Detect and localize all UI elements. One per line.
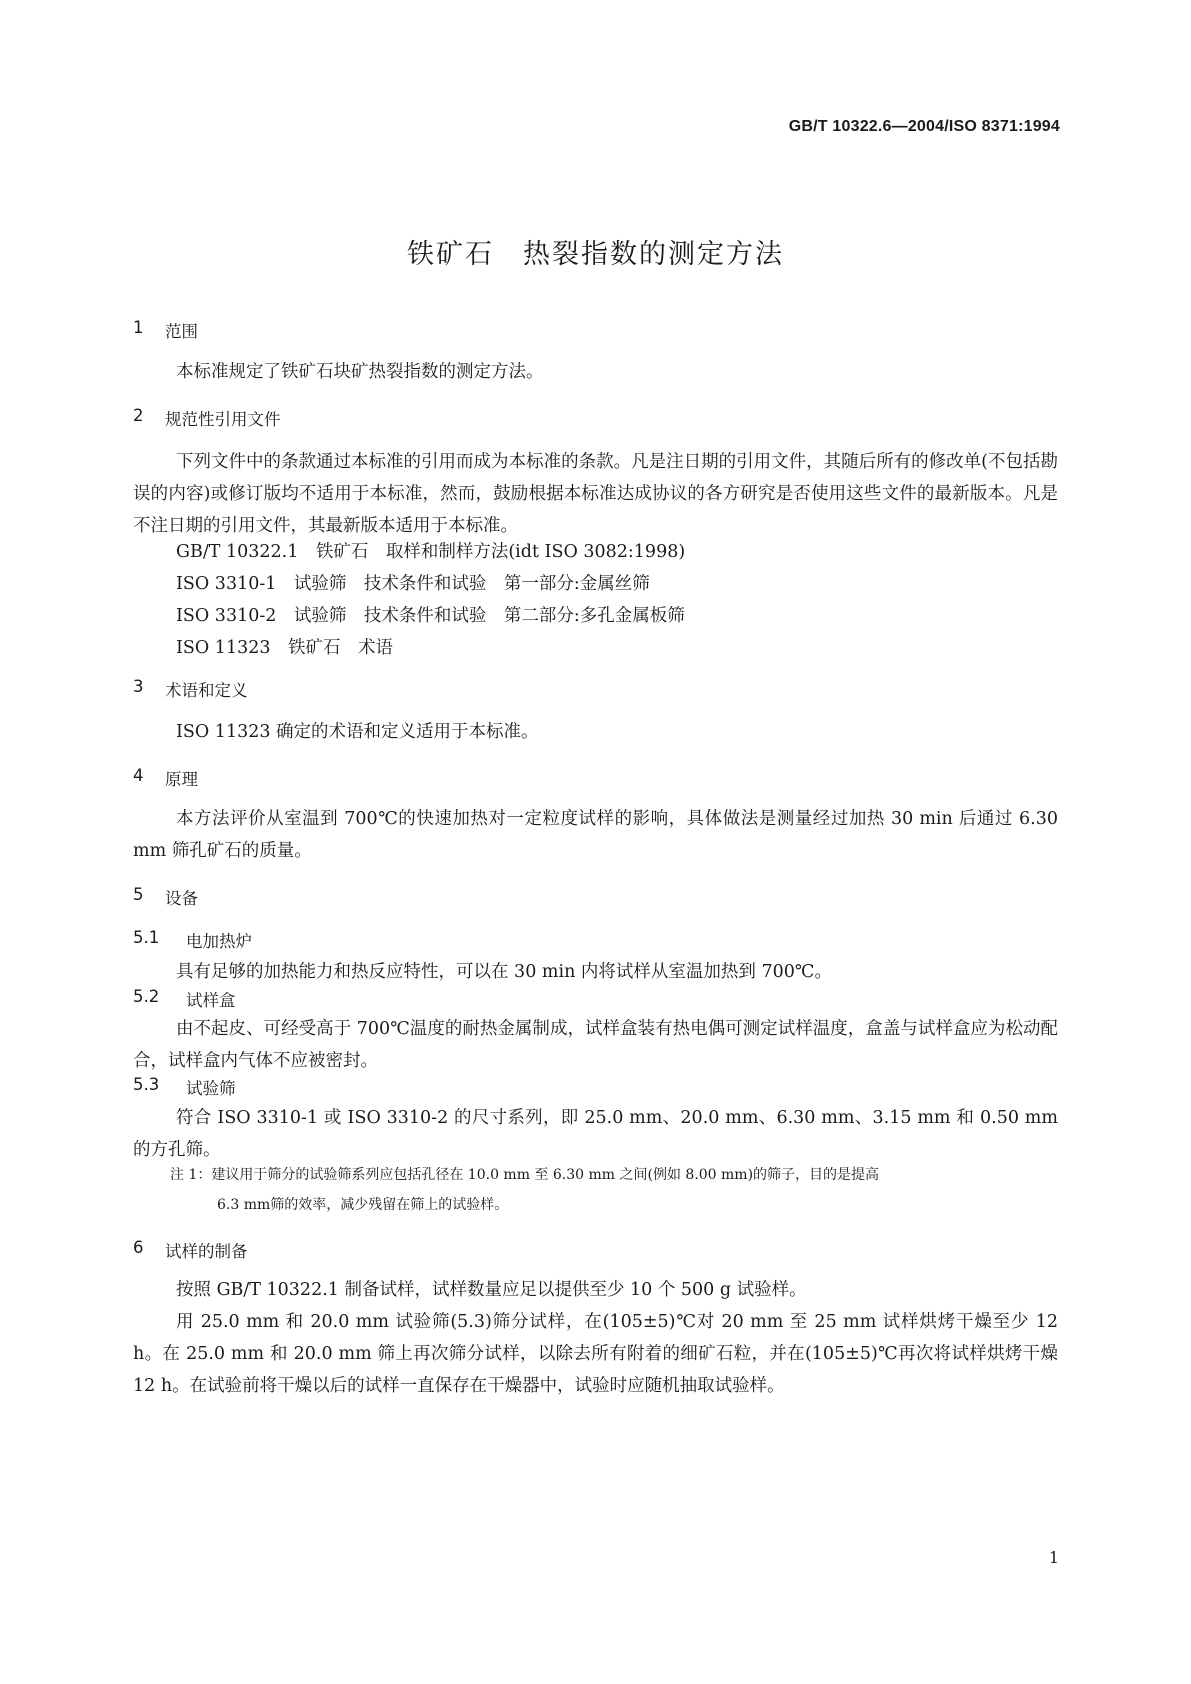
- section-title: 范围: [165, 322, 198, 341]
- section-title: 设备: [165, 889, 198, 908]
- section-number: 5: [133, 885, 144, 904]
- standard-code: GB/T 10322.6—2004/ISO 8371:1994: [788, 118, 1060, 135]
- subsection-5-1-text: 具有足够的加热能力和热反应特性，可以在 30 min 内将试样从室温加热到 700℃。: [176, 962, 832, 982]
- section-title: 原理: [165, 770, 198, 789]
- subsection-title: 试验筛: [186, 1079, 236, 1098]
- section-number: 2: [133, 406, 144, 425]
- note-line: 注 1：建议用于筛分的试验筛系列应包括孔径在 10.0 mm 至 6.30 mm 之间(例如 8.00 mm)的筛子，目的是提高: [170, 1167, 880, 1183]
- section-6-paragraph-1: 按照 GB/T 10322.1 制备试样，试样数量应足以提供至少 10 个 500 g 试验样。: [176, 1280, 807, 1300]
- subsection-title: 电加热炉: [186, 932, 252, 951]
- section-number: 6: [133, 1238, 144, 1257]
- note-1: [170, 1160, 1058, 1220]
- subsection-number: 5.1: [133, 928, 160, 947]
- section-4-text: 本方法评价从室温到 700℃的快速加热对一定粒度试样的影响，具体做法是测量经过加热 30 min 后通过 6.30 mm 筛孔矿石的质量。: [133, 809, 1058, 861]
- section-number: 3: [133, 677, 144, 696]
- document-title: 铁矿石 热裂指数的测定方法: [407, 239, 784, 270]
- section-title: 术语和定义: [165, 681, 248, 700]
- section-6-paragraph-2: 用 25.0 mm 和 20.0 mm 试验筛(5.3)筛分试样，在(105±5)℃对 20 mm 至 25 mm 试样烘烤干燥至少 12 h。在 25.0 mm 和 20.0 mm 筛上再次筛分试样，以除去所有附着的细矿石粒，并在(105±5)℃再次将试样烘烤干燥 12 h。在试验前将干燥以后的试样一直保存在干燥器中，试验时应随机抽取试验样。: [133, 1312, 1058, 1396]
- reference-item: GB/T 10322.1 铁矿石 取样和制样方法(idt ISO 3082:1998): [176, 542, 686, 562]
- section-number: 4: [133, 766, 144, 785]
- note-line: 6.3 mm筛的效率，减少残留在筛上的试验样。: [217, 1197, 509, 1213]
- section-3-text: ISO 11323 确定的术语和定义适用于本标准。: [176, 722, 539, 742]
- subsection-5-3-text: 符合 ISO 3310-1 或 ISO 3310-2 的尺寸系列，即 25.0 mm、20.0 mm、6.30 mm、3.15 mm 和 0.50 mm的方孔筛。: [133, 1108, 1058, 1160]
- page-number: 1: [1048, 1548, 1059, 1567]
- section-title: 规范性引用文件: [165, 410, 281, 429]
- subsection-5-2-text: 由不起皮、可经受高于 700℃温度的耐热金属制成，试样盒装有热电偶可测定试样温度，盒盖与试样盒应为松动配合，试样盒内气体不应被密封。: [133, 1019, 1058, 1071]
- subsection-number: 5.3: [133, 1075, 160, 1094]
- section-title: 试样的制备: [165, 1242, 248, 1261]
- subsection-title: 试样盒: [186, 991, 236, 1010]
- subsection-number: 5.2: [133, 987, 160, 1006]
- reference-item: ISO 3310-1 试验筛 技术条件和试验 第一部分:金属丝筛: [176, 574, 650, 594]
- section-1-text: 本标准规定了铁矿石块矿热裂指数的测定方法。: [176, 362, 544, 382]
- section-number: 1: [133, 318, 144, 337]
- section-2-intro: 下列文件中的条款通过本标准的引用而成为本标准的条款。凡是注日期的引用文件，其随后所有的修改单(不包括勘误的内容)或修订版均不适用于本标准，然而，鼓励根据本标准达成协议的各方研究是否使用这些文件的最新版本。凡是不注日期的引用文件，其最新版本适用于本标准。: [133, 452, 1058, 536]
- reference-item: ISO 3310-2 试验筛 技术条件和试验 第二部分:多孔金属板筛: [176, 606, 685, 626]
- reference-item: ISO 11323 铁矿石 术语: [176, 638, 393, 658]
